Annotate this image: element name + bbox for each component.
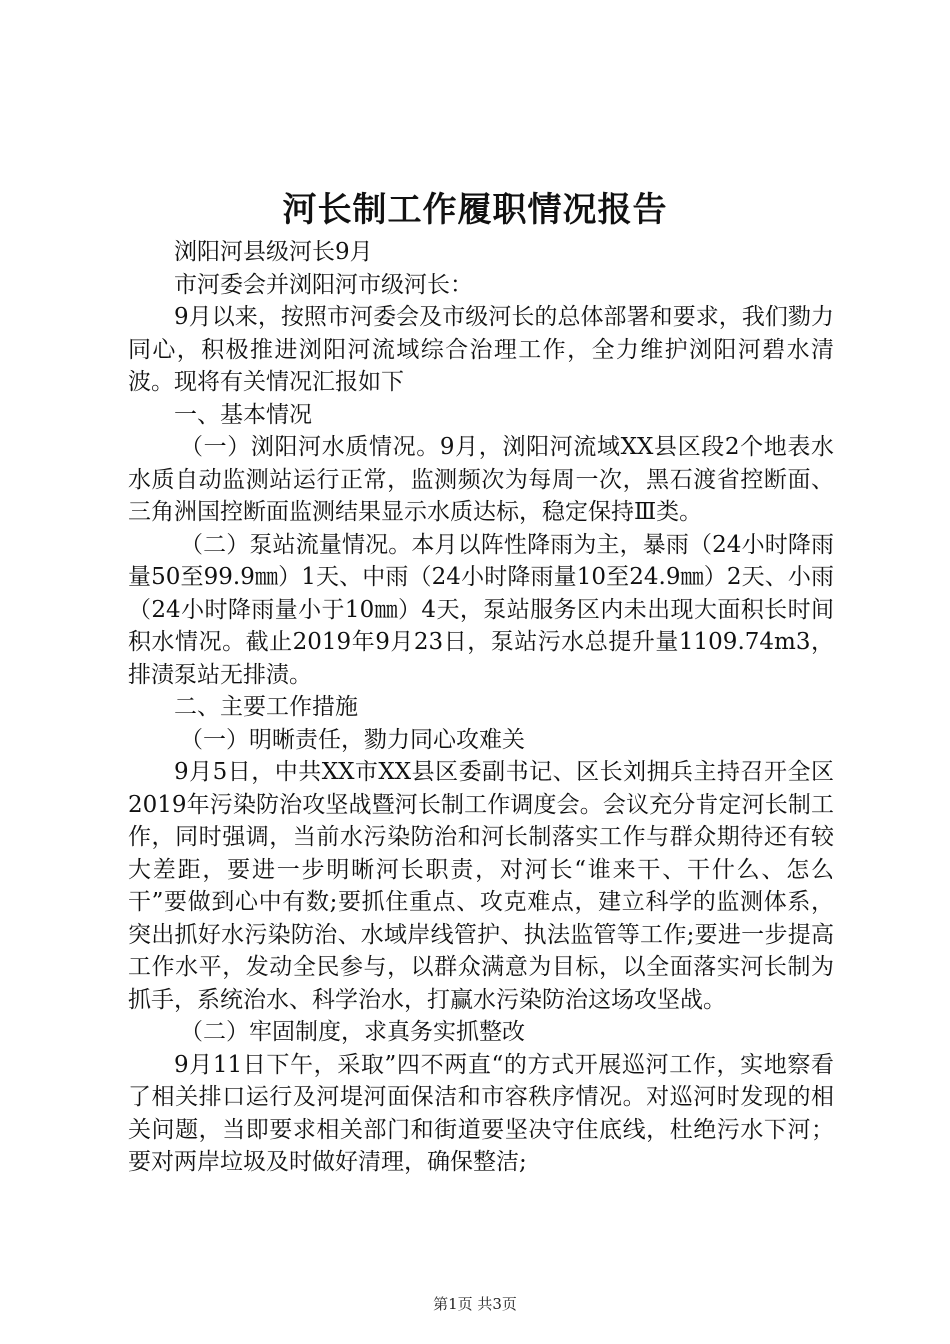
section-heading-measures: 二、主要工作措施 bbox=[174, 694, 358, 720]
paragraph-salutation: 市河委会并浏阳河市级河长： bbox=[174, 271, 473, 298]
document-body bbox=[128, 236, 834, 1179]
page-footer: 第1页 共3页 bbox=[433, 1295, 517, 1313]
section-heading-basic: 一、基本情况 bbox=[174, 401, 312, 428]
paragraph-patrol: 9月11日下午，采取”四不两直“的方式开展巡河工作，实地察看了相关排口运行及河堤河面保洁和市容秩序情况。对巡河时发现的相关问题，当即要求相关部门和街道要坚决守住底线，杜绝污水下河；要对两岸垃圾及时做好清理，确保整洁; bbox=[128, 1051, 834, 1175]
paragraph-meeting: 9月5日，中共XX市XX县区委副书记、区长刘拥兵主持召开全区2019年污染防治攻坚战暨河长制工作调度会。会议充分肯定河长制工作，同时强调，当前水污染防治和河长制落实工作与群众期待还有较大差距，要进一步明晰河长职责，对河长“谁来干、干什么、怎么干”要做到心中有数;要抓住重点、攻克难点，建立科学的监测体系，突出抓好水污染防治、水域岸线管护、执法监管等工作;要进一步提高工作水平，发动全民参与，以群众满意为目标，以全面落实河长制为抓手，系统治水、科学治水，打赢水污染防治这场攻坚战。 bbox=[128, 759, 834, 1013]
subheading-responsibility: （一）明晰责任，勠力同心攻难关 bbox=[180, 726, 525, 753]
document-title: 河长制工作履职情况报告 bbox=[282, 190, 668, 230]
paragraph-subtitle: 浏阳河县级河长9月 bbox=[174, 239, 373, 265]
paragraph-pump-station: （二）泵站流量情况。本月以阵性降雨为主，暴雨（24小时降雨量50至99.9㎜）1天、中雨（24小时降雨量10至24.9㎜）2天、小雨（24小时降雨量小于10㎜）4天，泵站服务区内未出现大面积长时间积水情况。截止2019年9月23日，泵站污水总提升量1109.74m3，排渍泵站无排渍。 bbox=[128, 531, 834, 688]
subheading-system: （二）牢固制度，求真务实抓整改 bbox=[180, 1019, 525, 1045]
paragraph-intro: 9月以来，按照市河委会及市级河长的总体部署和要求，我们勠力同心，积极推进浏阳河流域综合治理工作，全力维护浏阳河碧水清波。现将有关情况汇报如下 bbox=[128, 304, 834, 395]
paragraph-water-quality: （一）浏阳河水质情况。9月，浏阳河流域XX县区段2个地表水水质自动监测站运行正常，监测频次为每周一次，黑石渡省控断面、三角洲国控断面监测结果显示水质达标，稳定保持Ⅲ类。 bbox=[128, 434, 834, 525]
